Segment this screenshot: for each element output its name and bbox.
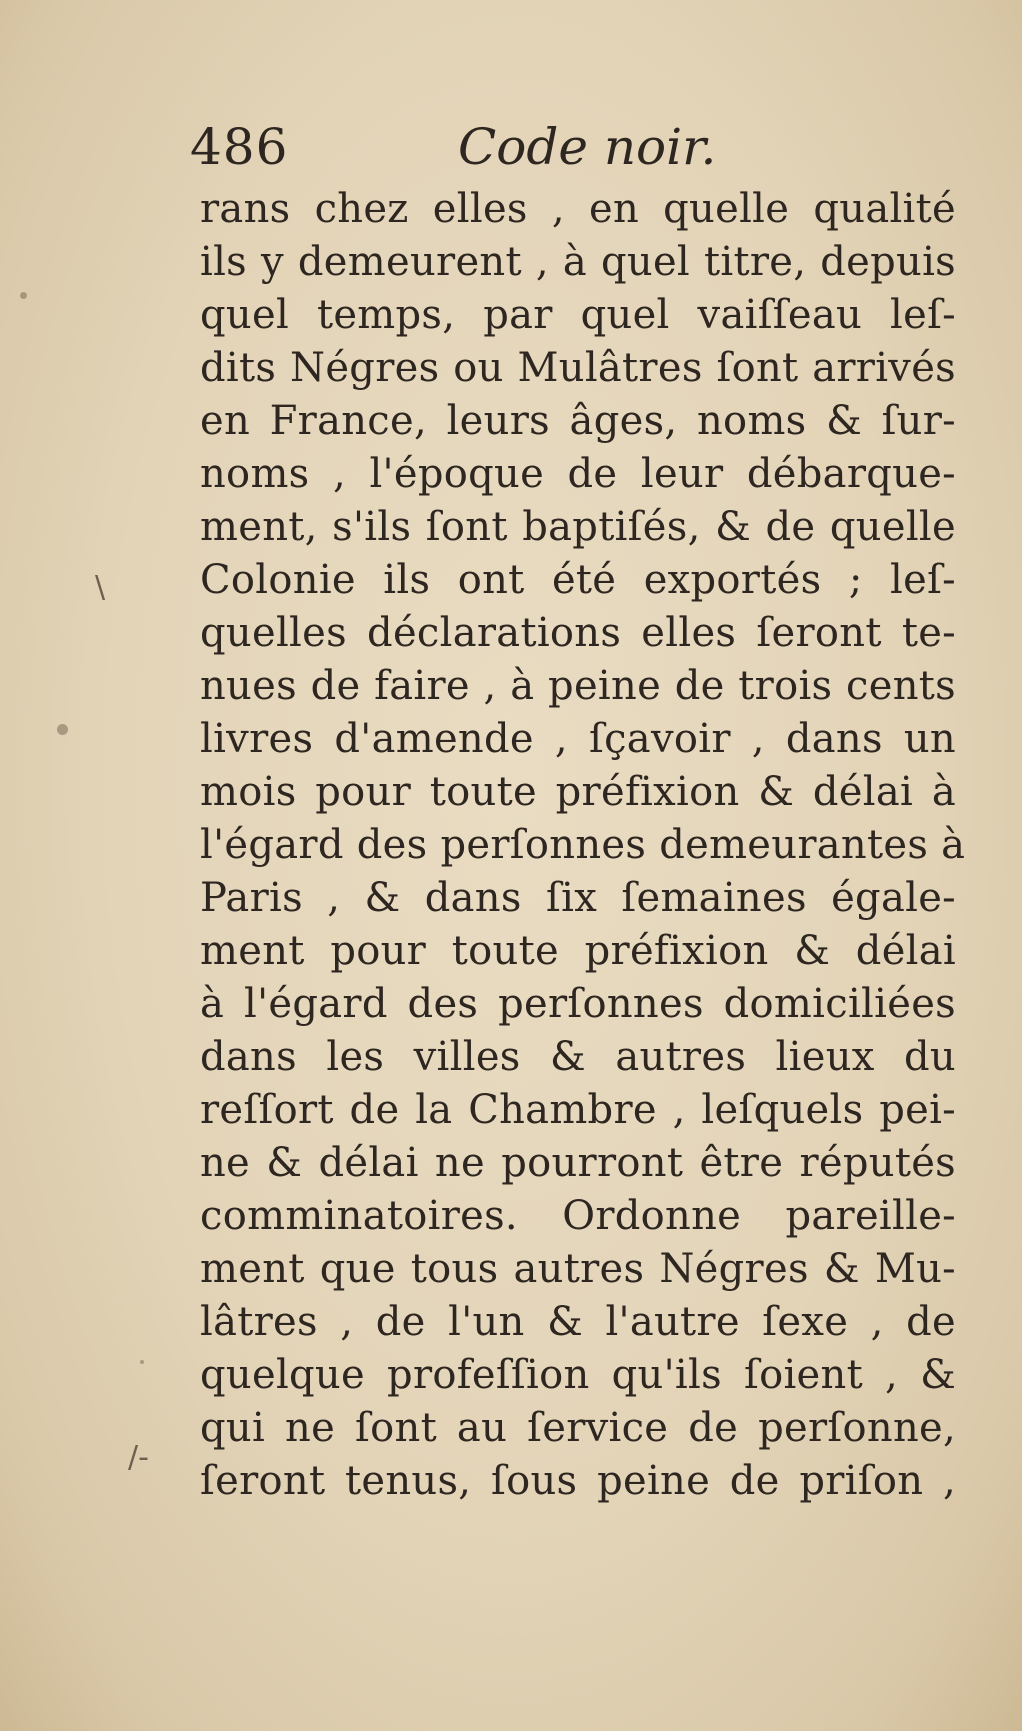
text-line: comminatoires. Ordonne pareille- xyxy=(200,1193,956,1239)
text-line: quel temps, par quel vaiſſeau leſ- xyxy=(200,292,956,338)
text-line: l'égard des perſonnes demeurantes à xyxy=(200,822,966,868)
text-line: ment que tous autres Négres & Mu- xyxy=(200,1246,956,1292)
paper-speck xyxy=(20,292,27,299)
text-line: nues de faire , à peine de trois cents xyxy=(200,663,956,709)
margin-mark: /- xyxy=(128,1440,149,1475)
text-line: ne & délai ne pourront être réputés xyxy=(200,1140,956,1186)
text-line: rans chez elles , en quelle qualité xyxy=(200,186,956,232)
text-line: ment pour toute préfixion & délai xyxy=(200,928,956,974)
text-line: Colonie ils ont été exportés ; leſ- xyxy=(200,557,956,603)
text-line: dits Négres ou Mulâtres ſont arrivés xyxy=(200,345,956,391)
text-line: à l'égard des perſonnes domiciliées xyxy=(200,981,956,1027)
text-line: noms , l'époque de leur débarque- xyxy=(200,451,956,497)
paper-speck xyxy=(140,1360,144,1364)
running-title: Code noir. xyxy=(458,118,717,176)
text-line: livres d'amende , ſçavoir , dans un xyxy=(200,716,956,762)
text-line: Paris , & dans ſix ſemaines égale- xyxy=(200,875,956,921)
text-line: quelles déclarations elles ſeront te- xyxy=(200,610,956,656)
text-line: lâtres , de l'un & l'autre ſexe , de xyxy=(200,1299,956,1345)
body-text xyxy=(200,183,966,1508)
margin-mark: \ xyxy=(95,570,106,605)
text-line: en France, leurs âges, noms & ſur- xyxy=(200,398,956,444)
text-line: dans les villes & autres lieux du xyxy=(200,1034,956,1080)
page-number: 486 xyxy=(190,118,289,176)
paper-speck xyxy=(57,724,68,735)
text-line: ſeront tenus, ſous peine de priſon , xyxy=(200,1458,956,1504)
text-line: quelque profeſſion qu'ils ſoient , & xyxy=(200,1352,956,1398)
text-line: qui ne ſont au ſervice de perſonne, xyxy=(200,1405,956,1451)
text-line: ment, s'ils ſont baptiſés, & de quelle xyxy=(200,504,956,550)
text-line: mois pour toute préfixion & délai à xyxy=(200,769,956,815)
text-line: reſſort de la Chambre , leſquels pei- xyxy=(200,1087,956,1133)
text-line: ils y demeurent , à quel titre, depuis xyxy=(200,239,956,285)
page-header xyxy=(190,112,950,182)
